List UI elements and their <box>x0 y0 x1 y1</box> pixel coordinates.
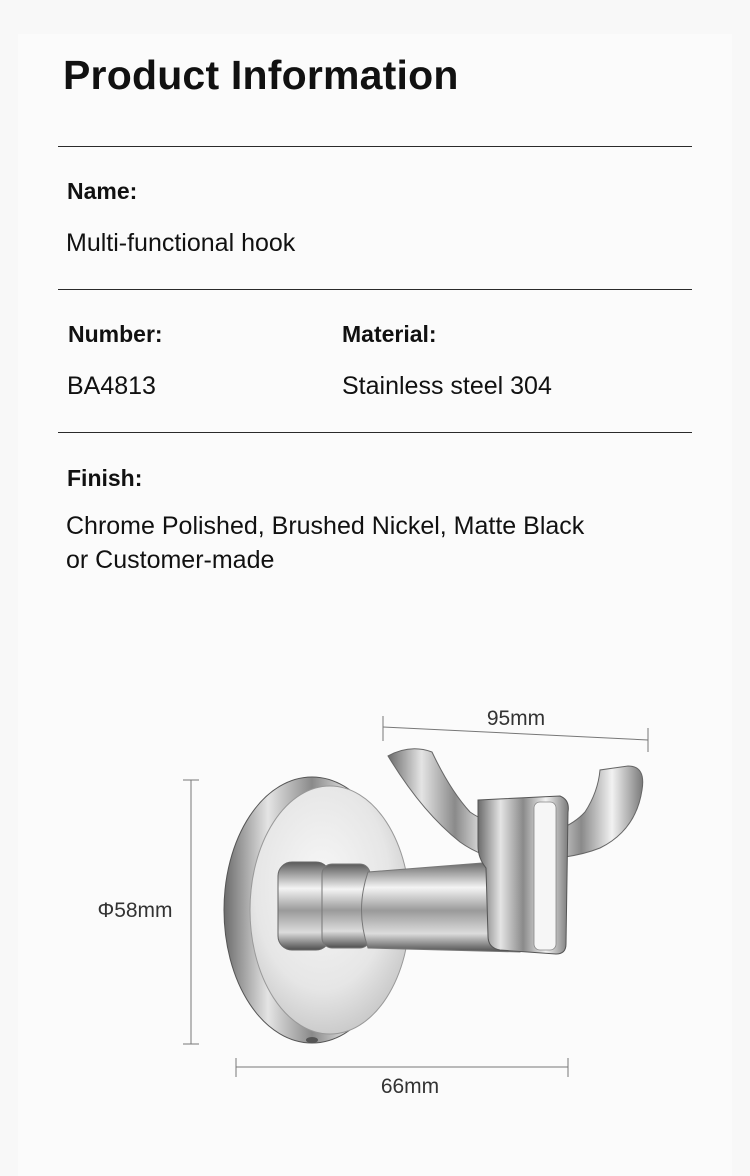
divider <box>58 432 692 433</box>
name-value: Multi-functional hook <box>66 229 296 257</box>
finish-label: Finish: <box>67 465 143 491</box>
dimension-diameter-label: Φ58mm <box>97 899 173 922</box>
dimension-left <box>97 780 199 1044</box>
divider <box>58 289 692 290</box>
hook-illustration <box>224 749 643 1043</box>
dimension-top <box>383 707 648 752</box>
material-label: Material: <box>342 321 437 347</box>
material-value: Stainless steel 304 <box>342 372 552 400</box>
divider <box>58 146 692 147</box>
name-label: Name: <box>67 178 138 204</box>
number-label: Number: <box>68 321 163 347</box>
number-value: BA4813 <box>67 372 156 400</box>
product-dimension-diagram <box>0 690 750 1100</box>
dimension-bottom <box>236 1058 568 1098</box>
dimension-depth-label: 66mm <box>380 1075 440 1098</box>
dimension-width-label: 95mm <box>486 707 546 730</box>
finish-value-line1: Chrome Polished, Brushed Nickel, Matte Black <box>66 512 585 540</box>
finish-value-line2: or Customer-made <box>66 546 275 574</box>
page-title: Product Information <box>63 52 459 98</box>
